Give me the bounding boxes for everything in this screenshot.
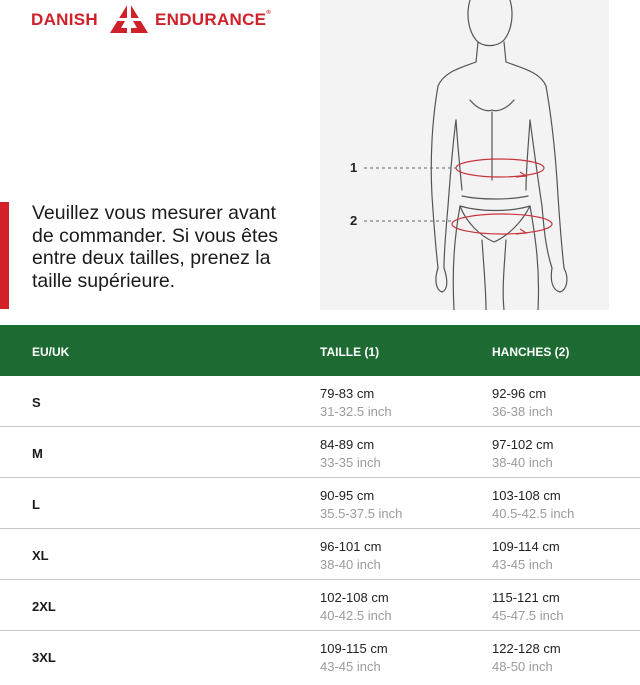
hips-inch: 40.5-42.5 inch xyxy=(492,506,575,521)
header-size: EU/UK xyxy=(32,345,70,359)
size-table-header xyxy=(0,325,640,376)
waist-cell xyxy=(320,385,392,421)
hips-cm: 97-102 cm xyxy=(492,437,554,452)
brand-word-endurance-text: ENDURANCE xyxy=(155,10,267,29)
hips-inch: 48-50 inch xyxy=(492,659,553,674)
size-label: S xyxy=(32,395,41,410)
waist-cm: 79-83 cm xyxy=(320,386,375,401)
waist-cell xyxy=(320,487,402,523)
waist-cm: 90-95 cm xyxy=(320,488,375,503)
hips-cell xyxy=(492,385,553,421)
marker-2: 2 xyxy=(350,213,358,228)
hips-cm: 115-121 cm xyxy=(492,590,560,605)
brand-logo xyxy=(31,0,281,40)
body-measurement-illustration xyxy=(320,0,609,310)
hips-cell xyxy=(492,487,574,523)
table-row xyxy=(0,478,640,529)
brand-triangle-icon xyxy=(107,0,151,36)
table-row xyxy=(0,427,640,478)
waist-inch: 33-35 inch xyxy=(320,455,381,470)
hips-cell xyxy=(492,538,560,574)
waist-cm: 84-89 cm xyxy=(320,437,375,452)
waist-cm: 102-108 cm xyxy=(320,590,389,605)
hips-cm: 122-128 cm xyxy=(492,641,561,656)
waist-inch: 38-40 inch xyxy=(320,557,381,572)
size-label: 3XL xyxy=(32,650,56,665)
waist-inch: 43-45 inch xyxy=(320,659,381,674)
marker-1: 1 xyxy=(350,160,358,175)
brand-word-danish: DANISH xyxy=(31,10,98,29)
waist-inch: 35.5-37.5 inch xyxy=(320,506,403,521)
waist-cm: 109-115 cm xyxy=(320,641,388,656)
table-row xyxy=(0,529,640,580)
hips-inch: 45-47.5 inch xyxy=(492,608,564,623)
size-table-body xyxy=(0,376,640,681)
size-label: 2XL xyxy=(32,599,56,614)
waist-cell xyxy=(320,436,381,472)
table-row xyxy=(0,376,640,427)
size-label: M xyxy=(32,446,43,461)
hips-inch: 36-38 inch xyxy=(492,404,553,419)
waist-inch: 40-42.5 inch xyxy=(320,608,392,623)
hips-inch: 43-45 inch xyxy=(492,557,553,572)
size-label: XL xyxy=(32,548,49,563)
hips-cm: 103-108 cm xyxy=(492,488,561,503)
waist-cell xyxy=(320,640,388,676)
brand-word-endurance xyxy=(155,10,271,30)
hips-inch: 38-40 inch xyxy=(492,455,553,470)
body-figure-icon xyxy=(320,0,609,310)
hips-cm: 109-114 cm xyxy=(492,539,560,554)
waist-cell xyxy=(320,538,381,574)
table-row xyxy=(0,580,640,631)
accent-bar xyxy=(0,202,9,309)
hips-cell xyxy=(492,589,564,625)
hips-cell xyxy=(492,640,561,676)
header-hips: HANCHES (2) xyxy=(492,345,570,359)
hips-cm: 92-96 cm xyxy=(492,386,547,401)
hips-cell xyxy=(492,436,553,472)
size-label: L xyxy=(32,497,40,512)
waist-cm: 96-101 cm xyxy=(320,539,382,554)
waist-cell xyxy=(320,589,392,625)
header-waist: TAILLE (1) xyxy=(320,345,380,359)
waist-inch: 31-32.5 inch xyxy=(320,404,392,419)
measurement-instructions: Veuillez vous mesurer avant de commander. Si vous êtes entre deux tailles, prenez la taille supérieure. xyxy=(32,202,279,292)
registered-mark: ® xyxy=(266,10,272,16)
table-row xyxy=(0,631,640,681)
